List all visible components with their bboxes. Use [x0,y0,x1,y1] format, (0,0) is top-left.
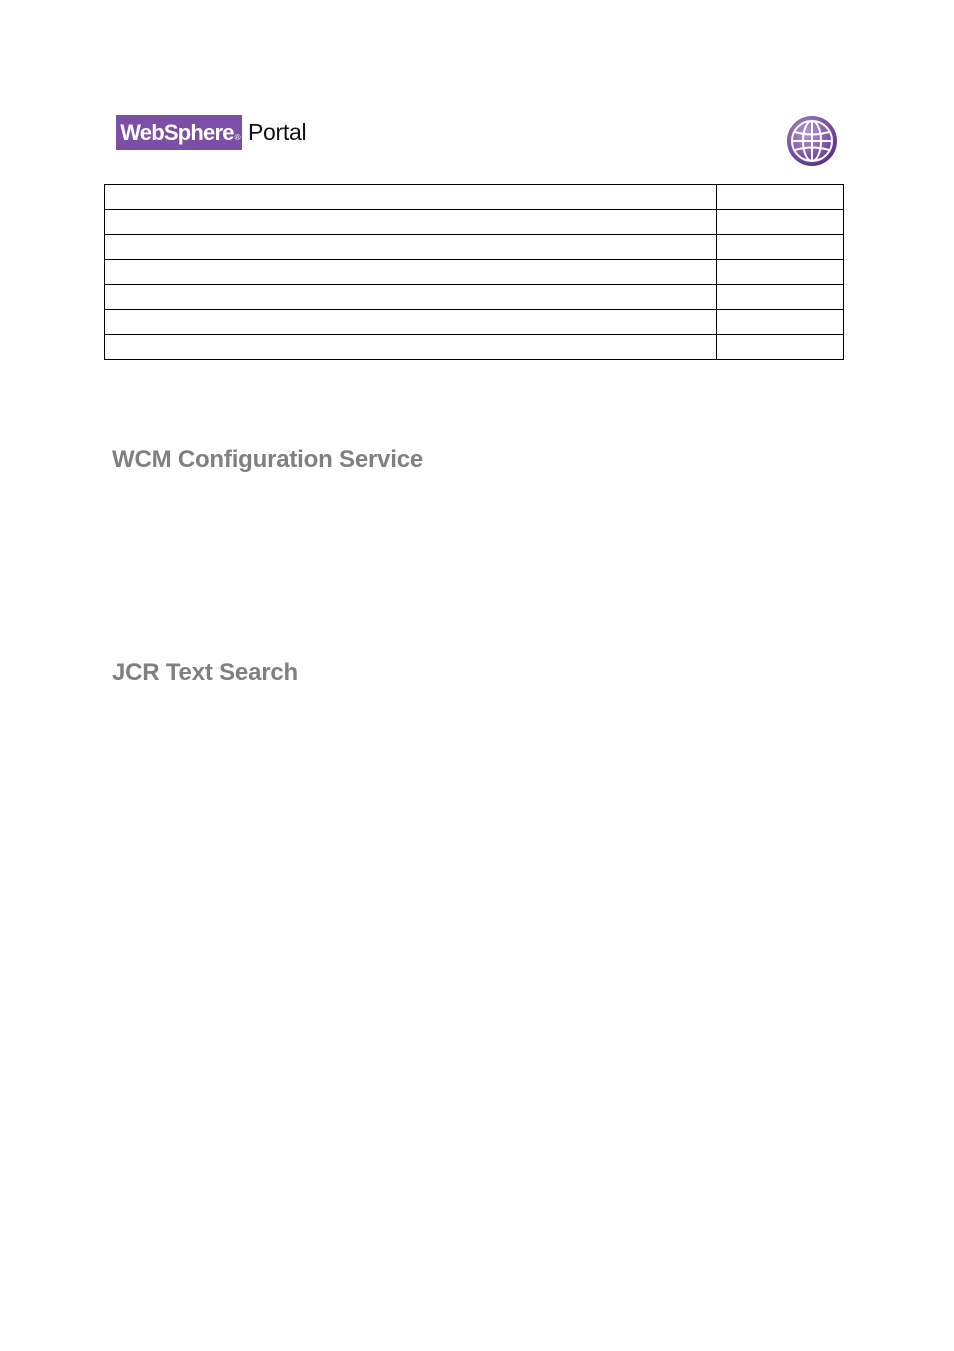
table-cell-narrow [717,310,844,335]
table-row [105,235,844,260]
table-cell-wide [105,210,717,235]
table-cell-narrow [717,285,844,310]
table-cell-narrow [717,185,844,210]
websphere-portal-logo [116,115,306,150]
table-row [105,210,844,235]
registered-mark: ® [234,133,240,142]
info-table [104,184,844,360]
table-row [105,310,844,335]
table-cell-narrow [717,335,844,360]
table-cell-wide [105,260,717,285]
table-row [105,260,844,285]
table-cell-wide [105,185,717,210]
brand-text: WebSphere [120,119,234,145]
table-cell-wide [105,335,717,360]
product-name: Portal [248,119,307,145]
table-cell-wide [105,285,717,310]
table-cell-wide [105,235,717,260]
section-heading-wcm-configuration-service: WCM Configuration Service [112,446,424,473]
table-row [105,335,844,360]
table-cell-narrow [717,210,844,235]
table-cell-narrow [717,260,844,285]
table-cell-wide [105,310,717,335]
section-heading-jcr-text-search: JCR Text Search [112,659,298,686]
globe-icon [786,115,838,167]
websphere-brand-box [116,115,242,150]
table-row [105,285,844,310]
table-cell-narrow [717,235,844,260]
table-row [105,185,844,210]
